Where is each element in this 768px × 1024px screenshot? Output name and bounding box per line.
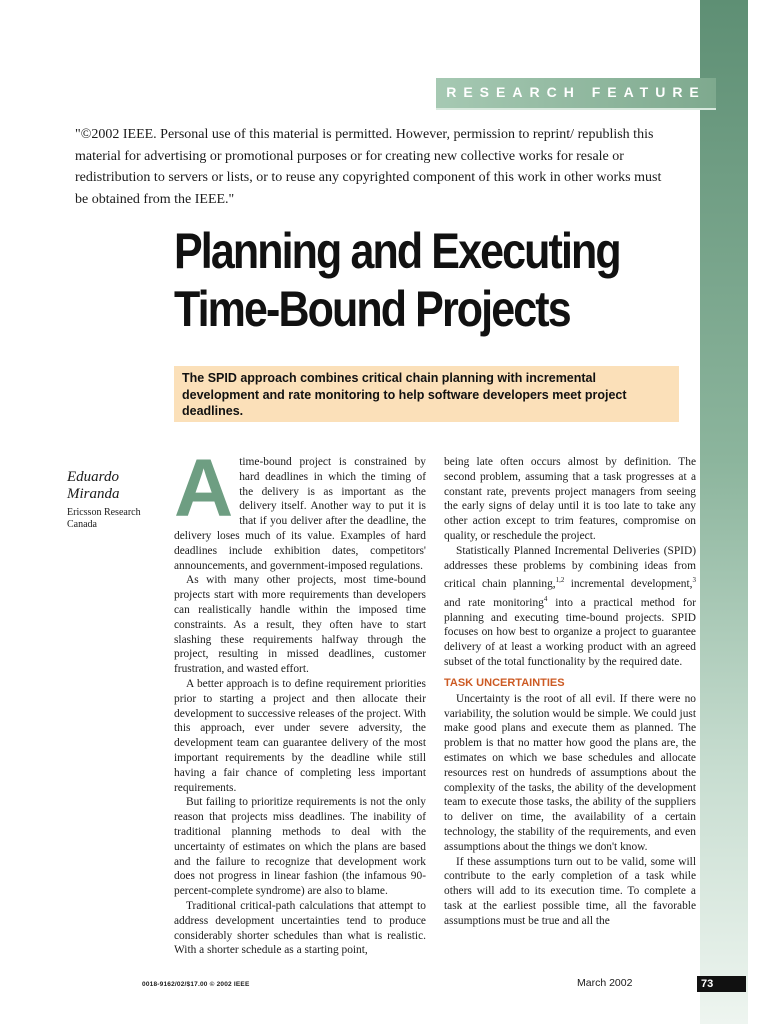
article-deck: The SPID approach combines critical chain planning with incremental development and rate monitoring to help software developers meet project deadlines. [174,366,679,422]
footer-date: March 2002 [577,977,633,989]
body-paragraph: If these assumptions turn out to be valid, some will contribute to the early completion of a task while others will add to its execution time. To complete a task at the earliest possible time, all the favorable assumptions must be true and all the [444,855,696,927]
citation-ref: 1,2 [555,576,565,585]
author-affiliation [67,507,157,531]
article-title [174,222,621,338]
body-paragraph [174,443,426,573]
affiliation-line-2: Canada [67,519,97,530]
body-paragraph: Traditional critical-path calculations that attempt to address development uncertainties tend to produce considerably shorter schedules than what is realistic. With a shorter schedule as a starting point, [174,899,426,957]
body-paragraph [444,544,696,670]
affiliation-line-1: Ericsson Research [67,507,141,518]
body-column-left [174,443,426,958]
footer-issn: 0018-9162/02/$17.00 © 2002 IEEE [142,981,250,988]
section-heading: TASK UNCERTAINTIES [444,676,565,689]
citation-ref: 3 [692,576,696,585]
page-number: 73 [697,976,746,992]
body-column-right [444,455,696,929]
paragraph-text: into a practical method for planning and executing time-bound projects. SPID focuses on how best to organize a project to guarantee delivery of at least a working product with an agreed subset of the total functionality by the required date. [444,596,696,668]
body-paragraph: being late often occurs almost by definition. The second problem, assuming that a task progresses at a constant rate, prevents project managers from seeing the early signs of delay until it is too late to take any other action except to trim features, compromise on quality, or reschedule the project. [444,456,696,542]
decorative-side-bar [700,0,748,1024]
title-line-1: Planning and Executing [174,223,620,279]
copyright-notice: "©2002 IEEE. Personal use of this material is permitted. However, permission to reprint/ republish this material for advertising or promotional purposes or for creating new collective works for resale or redistribution to servers or lists, or to reuse any copyrighted component of this work in other works must be obtained from the IEEE." [75,127,662,207]
body-paragraph: A better approach is to define requirement priorities prior to starting a project and then allocate their development to successive releases of the project. With this approach, ever under severe adversity, the development team can guarantee delivery of the most important requirements by the deadline while still having a fair chance of completing less important requirements. [174,677,426,794]
body-paragraph: As with many other projects, most time-bound projects start with more requirements than developers can realistically handle within the imposed time constraints. As a result, they often have to start slashing these requirements halfway through the project, resulting in missed deadlines, customer frustration, and wasted effort. [174,574,426,676]
author-name: Eduardo Miranda [67,469,120,502]
paragraph-text: and rate monitoring [444,596,544,609]
section-banner: RESEARCH FEATURE [436,78,716,108]
paragraph-text: time-bound project is constrained by hard deadlines in which the timing of the delivery is as important as the delivery itself. Another way to put it is that if you deliver after the deadline, the delivery loses much of its value. Examples of hard deadlines include exhibition dates, competitors' announcements, and government-imposed regulations. [174,456,426,572]
body-paragraph: Uncertainty is the root of all evil. If there were no variability, the solution would be simple. We could just make good plans and execute them as planned. The problem is that no matter how good the plans are, the estimates on which we base schedules and allocate resources rest on hundreds of assumptions about the complexity of the tasks, the ability of the development team to execute those tasks, the ability of the suppliers to deliver on time, the availability of a certain technology, the stability of the requirements, and even assumptions about the things we don't know. [444,692,696,853]
body-paragraph: But failing to prioritize requirements is not the only reason that projects miss deadlines. The inability of traditional planning methods to deal with the uncertainty of estimates on which the plans are based and the failure to recognize that development work does not progress in linear fashion (the infamous 90-percent-complete syndrome) are also to blame. [174,796,426,898]
citation-ref: 4 [543,594,548,603]
paragraph-text: incremental development, [564,578,693,591]
paragraph-text: Statistically Planned Incremental Deliveries (SPID) addresses these problems by combining ideas from critical chain planning, [444,544,696,591]
title-line-2: Time-Bound Projects [174,281,570,337]
drop-cap: A [174,443,234,534]
author-block [67,469,177,531]
